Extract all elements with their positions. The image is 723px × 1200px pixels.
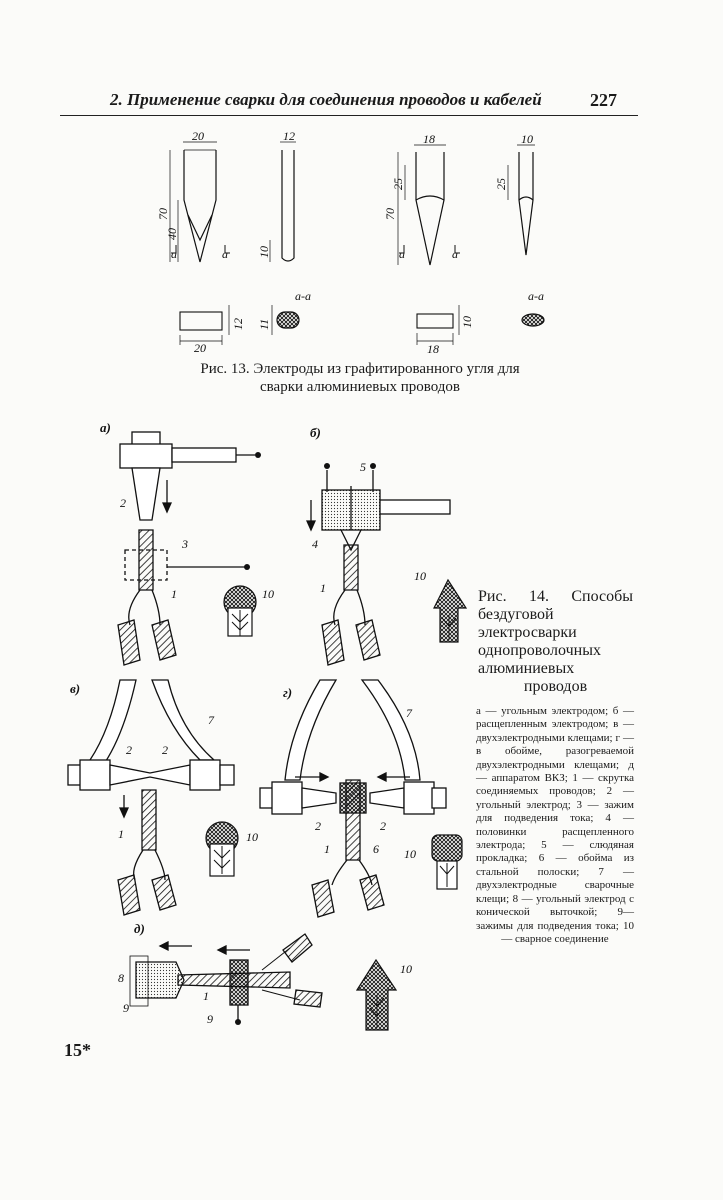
- fig14-d-num-9a: 9: [123, 1001, 129, 1015]
- fig13-s3-height: 10: [460, 316, 474, 328]
- running-header: 2. Применение сварки для соединения проводов и кабелей: [110, 90, 542, 109]
- fig13-e1-sec-left: а: [171, 247, 177, 261]
- fig13-e2-width: 12: [283, 129, 295, 143]
- figure13-caption-line1: Рис. 13. Электроды из графитированного угля для: [200, 361, 520, 377]
- fig14-v-num-2a: 2: [126, 743, 132, 757]
- fig14-g-num-6: 6: [373, 842, 379, 856]
- fig14-panel-b-drawing: [307, 470, 450, 665]
- fig14-v-num-2b: 2: [162, 743, 168, 757]
- fig14-b-terminal-left: [324, 463, 330, 469]
- fig14-panel-g-drawing: [260, 680, 446, 917]
- fig13-electrode-2: [270, 142, 296, 262]
- fig14-d-weld-joint: [357, 960, 396, 1030]
- fig13-s2-size: 11: [257, 318, 271, 330]
- figure13-caption-line2: сварки алюминиевых проводов: [260, 379, 460, 395]
- fig14-g-num-10: 10: [404, 847, 416, 861]
- fig13-e1-length: 70: [156, 208, 170, 220]
- fig14-a-num-1: 1: [171, 587, 177, 601]
- fig14-v-num-1: 1: [118, 827, 124, 841]
- fig14-a-terminal: [255, 452, 261, 458]
- fig13-s1-height: 12: [231, 318, 245, 330]
- fig14-a-num-3: 3: [182, 537, 188, 551]
- signature-mark: 15*: [64, 1040, 91, 1060]
- fig13-e3-taper: 25: [391, 178, 405, 190]
- fig14-a-num-10: 10: [262, 587, 274, 601]
- fig13-e2-tip: 10: [257, 246, 271, 258]
- fig14-g-weld-joint: [432, 835, 462, 889]
- fig13-e4-taper: 25: [494, 178, 508, 190]
- fig13-e1-width: 20: [192, 129, 204, 143]
- fig14-b-num-4: 4: [312, 537, 318, 551]
- fig13-e4-width: 10: [521, 132, 533, 146]
- fig14-a-num-2: 2: [120, 496, 126, 510]
- fig14-g-num-2a: 2: [315, 819, 321, 833]
- page-number: 227: [590, 90, 617, 110]
- figure14-legend: а — угольным электродом; б — расщепленным электродом; в — двухэлектродными клещами; г — в обойме, разогреваемой двухэлектродными клещами; д — аппаратом ВКЗ; 1 — скрутка соединяемых проводов; 2 — угольный электрод; 3 — зажим для подведения тока; 4 — половинки расщепленного электрода; 5 — слюдяная прокладка; 6 — обойма из стальной полоски; 7 — двухэлектродные сварочные клещи; 8 — угольный электрод с конической выточкой; 9—зажимы для подведения тока; 10 — сварное соединение: [476, 705, 634, 945]
- fig14-b-terminal-right: [370, 463, 376, 469]
- fig14-a-clamp-terminal: [244, 564, 250, 570]
- fig13-section-label-2: а-а: [528, 289, 544, 303]
- fig14-v-num-10: 10: [246, 830, 258, 844]
- fig13-section-1: [272, 305, 299, 335]
- fig14-panel-a-label: а): [100, 420, 111, 435]
- fig13-e3-width: 18: [423, 132, 435, 146]
- fig13-e3-sec-left: а: [399, 247, 405, 261]
- fig14-panel-d-drawing: [130, 934, 322, 1020]
- fig14-b-num-5: 5: [360, 460, 366, 474]
- figure14-caption: Рис. 14. Способы бездуговой электросварки однопроволочных алюминиевых проводов: [478, 588, 633, 695]
- fig13-side-view-2: [417, 305, 459, 345]
- fig13-electrode-4: [508, 145, 535, 255]
- fig13-section-label-1: а-а: [295, 289, 311, 303]
- fig13-s3-width: 18: [427, 342, 439, 356]
- fig14-d-terminal: [235, 1019, 241, 1025]
- fig14-b-num-10: 10: [414, 569, 426, 583]
- fig13-side-view-1: [180, 305, 229, 345]
- fig14-b-num-1: 1: [320, 581, 326, 595]
- fig14-a-weld-joint: [224, 586, 256, 636]
- fig14-g-num-2b: 2: [380, 819, 386, 833]
- fig14-v-num-7: 7: [208, 713, 214, 727]
- fig14-d-num-1: 1: [203, 989, 209, 1003]
- fig13-e1-taper: 40: [165, 228, 179, 240]
- fig14-b-weld-joint: [434, 580, 466, 642]
- fig14-v-weld-joint: [206, 822, 238, 876]
- fig14-panel-v-label: в): [70, 681, 81, 696]
- fig13-s1-width: 20: [194, 341, 206, 355]
- fig14-d-num-9b: 9: [207, 1012, 213, 1026]
- fig14-d-num-10: 10: [400, 962, 412, 976]
- fig13-e3-length: 70: [383, 208, 397, 220]
- fig14-g-num-1: 1: [324, 842, 330, 856]
- fig13-e3-sec-right: а: [452, 247, 458, 261]
- fig13-electrode-1: [170, 142, 230, 262]
- figure13-caption: [130, 360, 590, 396]
- fig13-electrode-3: [398, 145, 460, 265]
- fig14-panel-g-label: г): [283, 685, 293, 700]
- fig14-d-num-8: 8: [118, 971, 124, 985]
- fig13-section-2: [522, 314, 544, 326]
- fig14-g-num-7: 7: [406, 706, 412, 720]
- fig14-panel-d-label: д): [134, 921, 145, 936]
- fig14-panel-b-label: б): [310, 425, 321, 440]
- fig13-e1-sec-right: а: [222, 247, 228, 261]
